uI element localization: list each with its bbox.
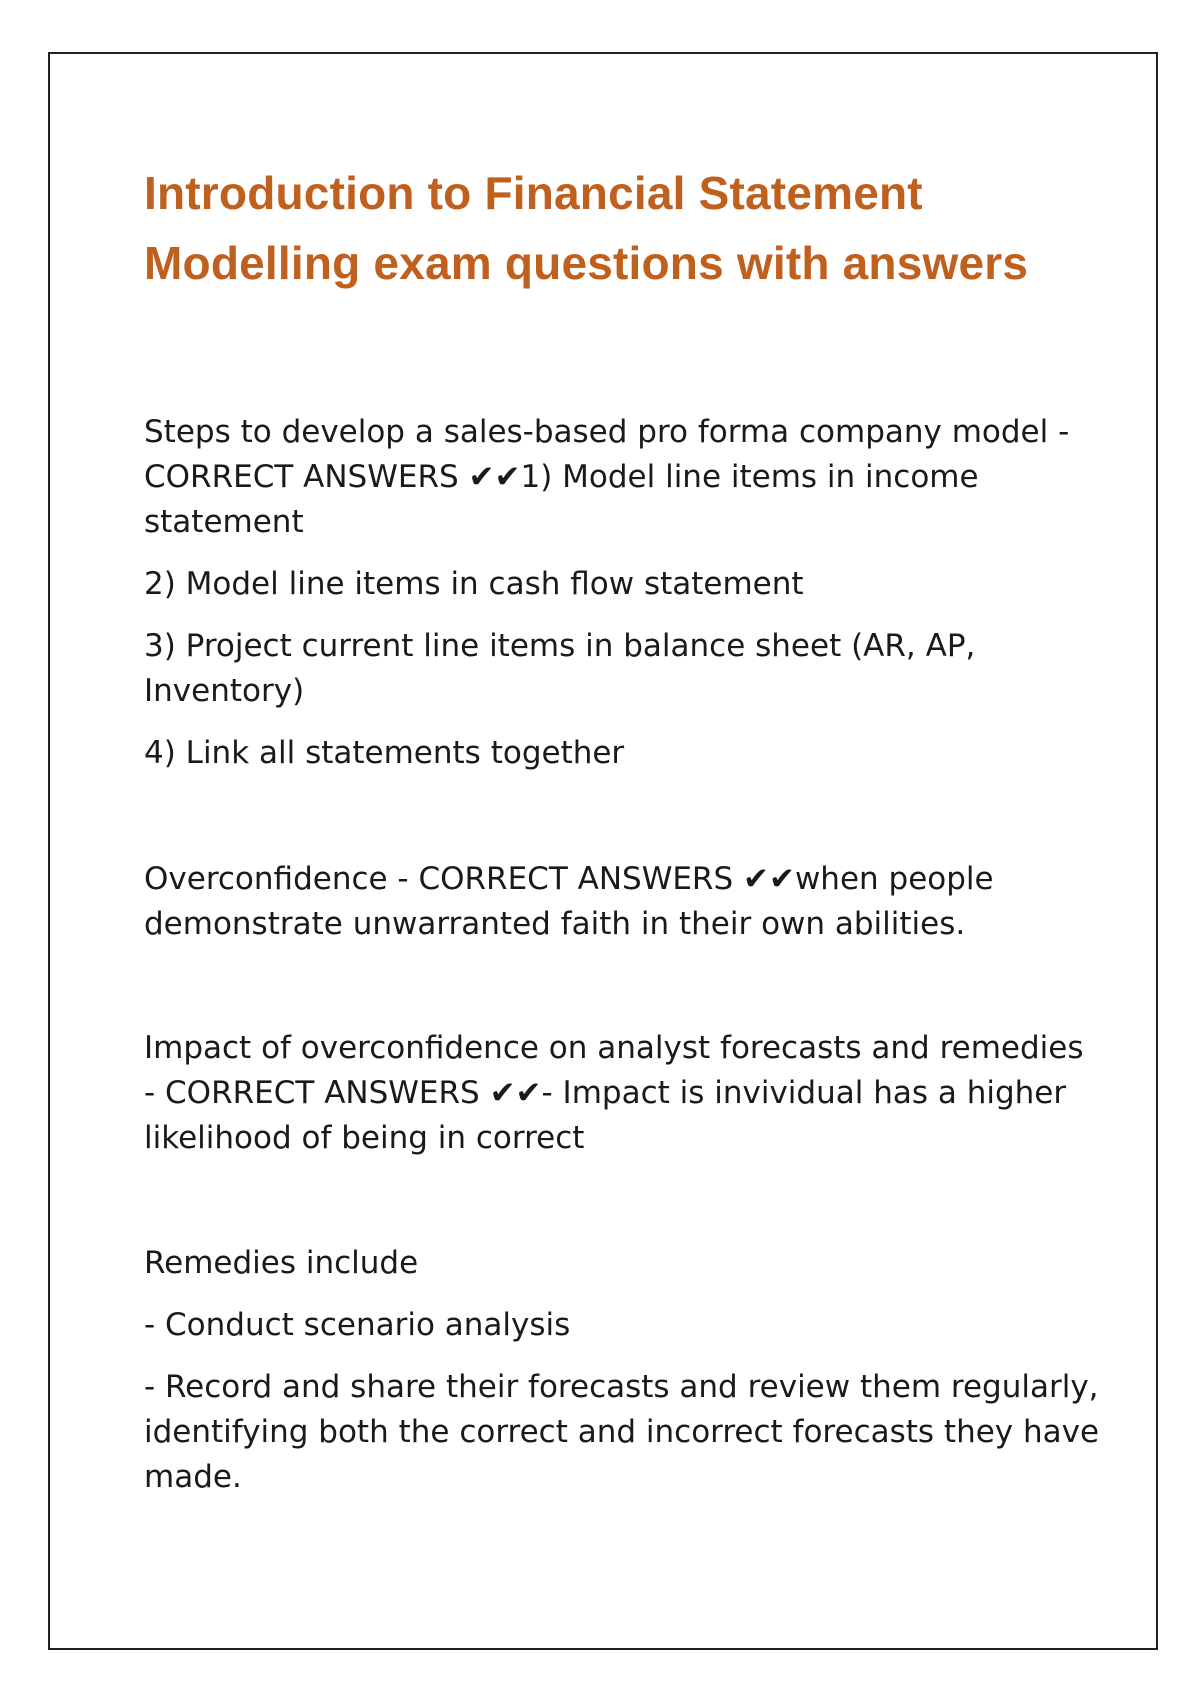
qa-paragraph: Remedies include xyxy=(144,1245,419,1281)
qa-paragraph: - Conduct scenario analysis xyxy=(144,1307,571,1343)
title-line-2: Modelling exam questions with answers xyxy=(144,237,1029,289)
qa-block-overconfidence-impact xyxy=(144,1026,1104,1161)
qa-paragraph: - Record and share their forecasts and review them regularly, identifying both the correct and incorrect forecasts they have made. xyxy=(144,1369,1100,1495)
document-content xyxy=(144,158,1104,1500)
document-title xyxy=(144,158,1104,298)
qa-paragraph: 3) Project current line items in balance sheet (AR, AP, Inventory) xyxy=(144,628,976,709)
qa-paragraph: Steps to develop a sales-based pro forma company model - CORRECT ANSWERS ✔✔1) Model line items in income statement xyxy=(144,414,1070,540)
qa-block-overconfidence xyxy=(144,857,1104,947)
qa-paragraph: 4) Link all statements together xyxy=(144,735,625,771)
qa-paragraph: Impact of overconfidence on analyst forecasts and remedies - CORRECT ANSWERS ✔✔- Impact is invividual has a higher likelihood of being in correct xyxy=(144,1030,1084,1156)
qa-block-pro-forma-steps xyxy=(144,410,1104,776)
qa-block-remedies xyxy=(144,1241,1104,1500)
qa-paragraph: Overconfidence - CORRECT ANSWERS ✔✔when people demonstrate unwarranted faith in their own abilities. xyxy=(144,861,994,942)
document-page xyxy=(48,52,1158,1650)
qa-paragraph: 2) Model line items in cash flow statement xyxy=(144,566,804,602)
title-line-1: Introduction to Financial Statement xyxy=(144,167,923,219)
